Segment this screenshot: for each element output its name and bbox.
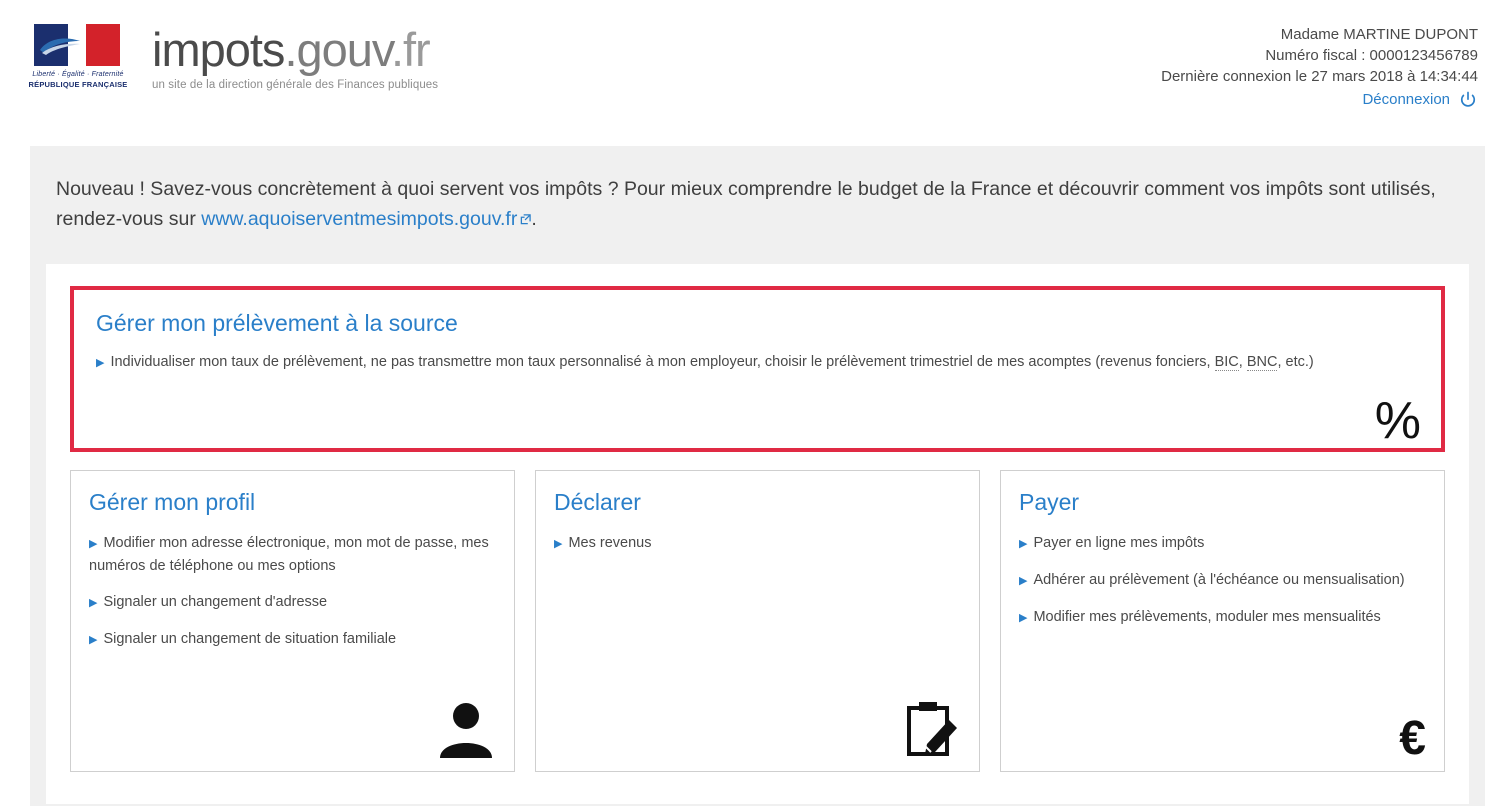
- percent-icon: %: [1374, 392, 1421, 450]
- abbr-bic[interactable]: BIC: [1214, 354, 1239, 370]
- logout-row[interactable]: [1161, 89, 1478, 110]
- bullet-arrow-icon: ▶: [89, 597, 98, 609]
- devise-text: Liberté · Égalité · Fraternité: [32, 71, 124, 78]
- news-text-before: Nouveau ! Savez-vous concrètement à quoi servent vos impôts ? Pour mieux comprendre le budget de la France et découvrir comment vos impôts sont utilisés, rendez-vous sur: [56, 178, 1436, 230]
- bullet-arrow-icon: ▶: [89, 538, 98, 550]
- list-item-label: Modifier mon adresse électronique, mon mot de passe, mes numéros de téléphone ou mes options: [89, 535, 489, 574]
- logo-fr: .fr: [390, 23, 430, 76]
- abbr-bnc[interactable]: BNC: [1246, 354, 1278, 370]
- card-declarer[interactable]: [535, 470, 980, 772]
- user-info-block: [1161, 22, 1478, 110]
- list-item[interactable]: [1019, 569, 1426, 592]
- list-item-label: Modifier mes prélèvements, moduler mes mensualités: [1033, 609, 1381, 625]
- french-flag-marianne-icon: [30, 22, 126, 94]
- card-payer[interactable]: [1000, 470, 1445, 772]
- bullet-text-part2: , etc.): [1277, 354, 1314, 370]
- marianne-swoosh-icon: [38, 34, 82, 56]
- list-item[interactable]: [1019, 532, 1426, 555]
- list-item-label: Mes revenus: [568, 535, 652, 551]
- list-item-label: Adhérer au prélèvement (à l'échéance ou mensualisation): [1033, 572, 1405, 588]
- republique-text: RÉPUBLIQUE FRANÇAISE: [28, 79, 128, 89]
- card-gerer-mon-profil[interactable]: [70, 470, 515, 772]
- external-link-icon: [520, 214, 531, 225]
- card-title[interactable]: Gérer mon profil: [89, 489, 256, 515]
- logo-impots: impots: [152, 23, 285, 76]
- list-item[interactable]: [554, 532, 961, 555]
- bullet-text-part1: Individualiser mon taux de prélèvement, ne pas transmettre mon taux personnalisé à mon employeur, choisir le prélèvement trimestriel de mes acomptes (revenus fonciers,: [110, 354, 1215, 370]
- list-item[interactable]: [89, 628, 496, 651]
- site-header: [0, 0, 1500, 122]
- user-last-connection: Dernière connexion le 27 mars 2018 à 14:34:44: [1161, 68, 1478, 85]
- logo-tagline: un site de la direction générale des Finances publiques: [152, 79, 439, 91]
- bullet-arrow-icon: ▶: [96, 357, 105, 369]
- bullet-arrow-icon: ▶: [554, 538, 563, 550]
- euro-icon: €: [1399, 712, 1426, 765]
- dashboard-panel: [46, 264, 1469, 804]
- bullet-arrow-icon: ▶: [1019, 612, 1028, 624]
- news-banner: [30, 146, 1485, 256]
- list-item[interactable]: [1019, 606, 1426, 629]
- user-name: Madame MARTINE DUPONT: [1280, 26, 1478, 43]
- card-bullet[interactable]: [96, 351, 1419, 374]
- power-icon[interactable]: [1458, 90, 1478, 110]
- person-icon: [436, 700, 496, 763]
- brand-block[interactable]: [30, 22, 438, 94]
- logo-dot: .: [284, 23, 297, 76]
- form-pencil-icon: [905, 700, 961, 763]
- list-item[interactable]: [89, 532, 496, 577]
- list-item[interactable]: [89, 591, 496, 614]
- news-link[interactable]: www.aquoiserventmesimpots.gouv.fr: [201, 208, 518, 230]
- bullet-arrow-icon: ▶: [89, 634, 98, 646]
- card-title[interactable]: Payer: [1019, 489, 1080, 515]
- list-item-label: Signaler un changement d'adresse: [103, 594, 328, 610]
- content-canvas: [30, 146, 1485, 806]
- bullet-arrow-icon: ▶: [1019, 575, 1028, 587]
- card-title[interactable]: Déclarer: [554, 489, 641, 515]
- news-text-after: .: [531, 208, 537, 230]
- card-gerer-prelevement-a-la-source[interactable]: [70, 286, 1445, 452]
- card-title[interactable]: Gérer mon prélèvement à la source: [96, 310, 458, 336]
- logo-gouv: gouv: [296, 23, 391, 76]
- user-fiscal-number: Numéro fiscal : 0000123456789: [1265, 47, 1478, 64]
- bullet-arrow-icon: ▶: [1019, 538, 1028, 550]
- list-item-label: Signaler un changement de situation familiale: [103, 631, 397, 647]
- cards-row: [70, 470, 1445, 772]
- impots-logo[interactable]: [152, 22, 438, 91]
- list-item-label: Payer en ligne mes impôts: [1033, 535, 1205, 551]
- logout-link[interactable]: Déconnexion: [1362, 91, 1450, 108]
- bullet-sep: ,: [1238, 354, 1247, 370]
